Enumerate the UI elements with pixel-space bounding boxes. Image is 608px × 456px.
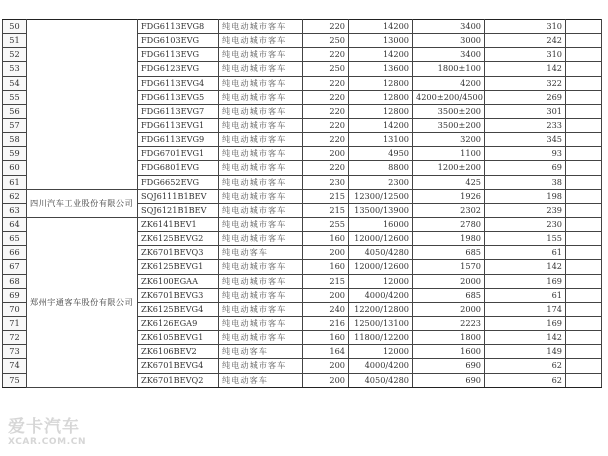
battery-cell: 685 <box>413 246 485 260</box>
row-number-cell: 68 <box>3 274 27 288</box>
speed-cell: 200 <box>303 288 349 302</box>
weight-cell: 13500/13900 <box>349 203 413 217</box>
weight-cell: 13600 <box>349 62 413 76</box>
model-cell: FDG6113EVG4 <box>138 76 219 90</box>
vehicle-type-cell: 纯电动城市客车 <box>219 302 303 316</box>
weight-cell: 14200 <box>349 20 413 34</box>
model-cell: ZK6100EGAA <box>138 274 219 288</box>
row-number-cell: 59 <box>3 147 27 161</box>
battery-cell: 690 <box>413 373 485 387</box>
blank-cell <box>566 34 602 48</box>
weight-cell: 12000 <box>349 345 413 359</box>
row-number-cell: 67 <box>3 260 27 274</box>
battery-cell: 3400 <box>413 20 485 34</box>
battery-cell: 4200 <box>413 76 485 90</box>
vehicle-type-cell: 纯电动城市客车 <box>219 217 303 231</box>
row-number-cell: 71 <box>3 316 27 330</box>
weight-cell: 4000/4200 <box>349 288 413 302</box>
speed-cell: 250 <box>303 62 349 76</box>
model-cell: FDG6801EVG <box>138 161 219 175</box>
vehicle-type-cell: 纯电动客车 <box>219 373 303 387</box>
weight-cell: 12800 <box>349 90 413 104</box>
xcar-watermark <box>8 418 86 447</box>
model-cell: FDG6113EVG8 <box>138 20 219 34</box>
model-cell: FDG6113EVG5 <box>138 90 219 104</box>
battery-cell: 2000 <box>413 274 485 288</box>
blank-cell <box>566 217 602 231</box>
watermark-logo-en: XCAR.COM.CN <box>8 437 87 447</box>
vehicle-type-cell: 纯电动城市客车 <box>219 147 303 161</box>
row-number-cell: 62 <box>3 189 27 203</box>
row-number-cell: 60 <box>3 161 27 175</box>
blank-cell <box>566 20 602 34</box>
energy-cell: 93 <box>485 147 566 161</box>
blank-cell <box>566 189 602 203</box>
model-cell: ZK6125BEVG2 <box>138 232 219 246</box>
blank-cell <box>566 133 602 147</box>
model-cell: FDG6701EVG1 <box>138 147 219 161</box>
vehicle-type-cell: 纯电动城市客车 <box>219 76 303 90</box>
battery-cell: 690 <box>413 359 485 373</box>
row-number-cell: 50 <box>3 20 27 34</box>
model-cell: ZK6701BEVQ2 <box>138 373 219 387</box>
energy-cell: 142 <box>485 260 566 274</box>
weight-cell: 14200 <box>349 118 413 132</box>
energy-cell: 61 <box>485 246 566 260</box>
speed-cell: 160 <box>303 260 349 274</box>
weight-cell: 16000 <box>349 217 413 231</box>
vehicle-type-cell: 纯电动城市客车 <box>219 359 303 373</box>
battery-cell: 425 <box>413 175 485 189</box>
blank-cell <box>566 48 602 62</box>
blank-cell <box>566 274 602 288</box>
speed-cell: 220 <box>303 161 349 175</box>
speed-cell: 230 <box>303 175 349 189</box>
speed-cell: 216 <box>303 316 349 330</box>
weight-cell: 2300 <box>349 175 413 189</box>
blank-cell <box>566 104 602 118</box>
energy-cell: 242 <box>485 34 566 48</box>
speed-cell: 200 <box>303 359 349 373</box>
weight-cell: 4000/4200 <box>349 359 413 373</box>
energy-cell: 169 <box>485 274 566 288</box>
energy-cell: 61 <box>485 288 566 302</box>
speed-cell: 220 <box>303 48 349 62</box>
vehicle-type-cell: 纯电动城市客车 <box>219 232 303 246</box>
speed-cell: 215 <box>303 189 349 203</box>
blank-cell <box>566 76 602 90</box>
energy-cell: 239 <box>485 203 566 217</box>
row-number-cell: 72 <box>3 331 27 345</box>
company-cell: 四川汽车工业股份有限公司 <box>27 189 138 217</box>
blank-cell <box>566 302 602 316</box>
blank-cell <box>566 203 602 217</box>
battery-cell: 1926 <box>413 189 485 203</box>
vehicle-type-cell: 纯电动城市客车 <box>219 175 303 189</box>
speed-cell: 220 <box>303 133 349 147</box>
battery-cell: 2000 <box>413 302 485 316</box>
blank-cell <box>566 175 602 189</box>
blank-cell <box>566 62 602 76</box>
battery-cell: 1100 <box>413 147 485 161</box>
speed-cell: 200 <box>303 147 349 161</box>
row-number-cell: 63 <box>3 203 27 217</box>
battery-cell: 1800 <box>413 331 485 345</box>
vehicle-type-cell: 纯电动城市客车 <box>219 34 303 48</box>
battery-cell: 3500±200 <box>413 104 485 118</box>
watermark-logo-cn: 爱卡汽车 <box>8 417 80 437</box>
vehicle-type-cell: 纯电动城市客车 <box>219 260 303 274</box>
row-number-cell: 57 <box>3 118 27 132</box>
battery-cell: 2302 <box>413 203 485 217</box>
speed-cell: 220 <box>303 76 349 90</box>
speed-cell: 200 <box>303 246 349 260</box>
weight-cell: 12000 <box>349 274 413 288</box>
blank-cell <box>566 90 602 104</box>
weight-cell: 12500/13100 <box>349 316 413 330</box>
speed-cell: 220 <box>303 104 349 118</box>
speed-cell: 215 <box>303 203 349 217</box>
weight-cell: 12800 <box>349 104 413 118</box>
vehicle-type-cell: 纯电动城市客车 <box>219 189 303 203</box>
model-cell: ZK6125BEVG4 <box>138 302 219 316</box>
company-cell: 郑州宇通客车股份有限公司 <box>27 217 138 387</box>
battery-cell: 3400 <box>413 48 485 62</box>
weight-cell: 4050/4280 <box>349 246 413 260</box>
blank-cell <box>566 232 602 246</box>
model-cell: FDG6113EVG9 <box>138 133 219 147</box>
model-cell: ZK6701BEVG4 <box>138 359 219 373</box>
vehicle-type-cell: 纯电动城市客车 <box>219 118 303 132</box>
row-number-cell: 69 <box>3 288 27 302</box>
energy-cell: 169 <box>485 316 566 330</box>
speed-cell: 160 <box>303 232 349 246</box>
energy-cell: 310 <box>485 20 566 34</box>
model-cell: ZK6701BEVQ3 <box>138 246 219 260</box>
vehicle-type-cell: 纯电动城市客车 <box>219 161 303 175</box>
row-number-cell: 64 <box>3 217 27 231</box>
row-number-cell: 61 <box>3 175 27 189</box>
energy-cell: 230 <box>485 217 566 231</box>
model-cell: FDG6113EVG1 <box>138 118 219 132</box>
row-number-cell: 65 <box>3 232 27 246</box>
vehicle-type-cell: 纯电动城市客车 <box>219 20 303 34</box>
vehicle-type-cell: 纯电动客车 <box>219 345 303 359</box>
speed-cell: 220 <box>303 90 349 104</box>
table-body <box>3 20 602 388</box>
vehicle-type-cell: 纯电动客车 <box>219 246 303 260</box>
energy-cell: 155 <box>485 232 566 246</box>
blank-cell <box>566 288 602 302</box>
vehicle-type-cell: 纯电动城市客车 <box>219 48 303 62</box>
battery-cell: 2223 <box>413 316 485 330</box>
model-cell: FDG6123EVG <box>138 62 219 76</box>
energy-cell: 62 <box>485 359 566 373</box>
vehicle-type-cell: 纯电动城市客车 <box>219 62 303 76</box>
battery-cell: 3500±200 <box>413 118 485 132</box>
model-cell: SQJ6111B1BEV <box>138 189 219 203</box>
blank-cell <box>566 147 602 161</box>
model-cell: ZK6126EGA9 <box>138 316 219 330</box>
energy-cell: 149 <box>485 345 566 359</box>
row-number-cell: 54 <box>3 76 27 90</box>
model-cell: FDG6103EVG <box>138 34 219 48</box>
row-number-cell: 66 <box>3 246 27 260</box>
weight-cell: 14200 <box>349 48 413 62</box>
energy-cell: 69 <box>485 161 566 175</box>
battery-cell: 4200±200/4500 <box>413 90 485 104</box>
energy-cell: 322 <box>485 76 566 90</box>
weight-cell: 12000/12600 <box>349 260 413 274</box>
energy-cell: 62 <box>485 373 566 387</box>
vehicle-type-cell: 纯电动城市客车 <box>219 288 303 302</box>
blank-cell <box>566 246 602 260</box>
weight-cell: 12200/12800 <box>349 302 413 316</box>
speed-cell: 200 <box>303 373 349 387</box>
vehicle-type-cell: 纯电动城市客车 <box>219 133 303 147</box>
row-number-cell: 56 <box>3 104 27 118</box>
model-cell: ZK6106BEV2 <box>138 345 219 359</box>
model-cell: ZK6125BEVG1 <box>138 260 219 274</box>
weight-cell: 13000 <box>349 34 413 48</box>
energy-cell: 174 <box>485 302 566 316</box>
energy-cell: 142 <box>485 62 566 76</box>
energy-cell: 301 <box>485 104 566 118</box>
blank-cell <box>566 118 602 132</box>
weight-cell: 13100 <box>349 133 413 147</box>
battery-cell: 1600 <box>413 345 485 359</box>
speed-cell: 255 <box>303 217 349 231</box>
model-cell: ZK6141BEV1 <box>138 217 219 231</box>
speed-cell: 250 <box>303 34 349 48</box>
vehicle-catalog-table <box>2 19 602 388</box>
energy-cell: 198 <box>485 189 566 203</box>
row-number-cell: 73 <box>3 345 27 359</box>
blank-cell <box>566 359 602 373</box>
speed-cell: 164 <box>303 345 349 359</box>
battery-cell: 685 <box>413 288 485 302</box>
speed-cell: 220 <box>303 118 349 132</box>
row-number-cell: 51 <box>3 34 27 48</box>
row-number-cell: 70 <box>3 302 27 316</box>
weight-cell: 12300/12500 <box>349 189 413 203</box>
weight-cell: 12000/12600 <box>349 232 413 246</box>
blank-cell <box>566 161 602 175</box>
company-cell <box>27 20 138 190</box>
blank-cell <box>566 345 602 359</box>
vehicle-type-cell: 纯电动城市客车 <box>219 104 303 118</box>
vehicle-type-cell: 纯电动城市客车 <box>219 316 303 330</box>
speed-cell: 215 <box>303 274 349 288</box>
row-number-cell: 58 <box>3 133 27 147</box>
vehicle-type-cell: 纯电动城市客车 <box>219 331 303 345</box>
vehicle-type-cell: 纯电动城市客车 <box>219 274 303 288</box>
weight-cell: 12800 <box>349 76 413 90</box>
weight-cell: 4050/4280 <box>349 373 413 387</box>
row-number-cell: 74 <box>3 359 27 373</box>
energy-cell: 269 <box>485 90 566 104</box>
energy-cell: 142 <box>485 331 566 345</box>
table-row <box>3 20 602 34</box>
table-row <box>3 217 602 231</box>
weight-cell: 8800 <box>349 161 413 175</box>
model-cell: SQJ6121B1BEV <box>138 203 219 217</box>
speed-cell: 160 <box>303 331 349 345</box>
energy-cell: 310 <box>485 48 566 62</box>
speed-cell: 220 <box>303 20 349 34</box>
vehicle-type-cell: 纯电动城市客车 <box>219 90 303 104</box>
model-cell: ZK6701BEVG3 <box>138 288 219 302</box>
vehicle-type-cell: 纯电动城市客车 <box>219 203 303 217</box>
row-number-cell: 55 <box>3 90 27 104</box>
model-cell: FDG6113EVG7 <box>138 104 219 118</box>
model-cell: FDG6113EVG <box>138 48 219 62</box>
energy-cell: 233 <box>485 118 566 132</box>
row-number-cell: 53 <box>3 62 27 76</box>
battery-cell: 2780 <box>413 217 485 231</box>
blank-cell <box>566 373 602 387</box>
row-number-cell: 52 <box>3 48 27 62</box>
energy-cell: 38 <box>485 175 566 189</box>
energy-cell: 345 <box>485 133 566 147</box>
battery-cell: 1200±200 <box>413 161 485 175</box>
blank-cell <box>566 260 602 274</box>
blank-cell <box>566 331 602 345</box>
battery-cell: 3000 <box>413 34 485 48</box>
battery-cell: 1980 <box>413 232 485 246</box>
battery-cell: 3200 <box>413 133 485 147</box>
model-cell: FDG6652EVG <box>138 175 219 189</box>
weight-cell: 4950 <box>349 147 413 161</box>
weight-cell: 11800/12200 <box>349 331 413 345</box>
speed-cell: 240 <box>303 302 349 316</box>
model-cell: ZK6105BEVG1 <box>138 331 219 345</box>
battery-cell: 1800±100 <box>413 62 485 76</box>
battery-cell: 1570 <box>413 260 485 274</box>
row-number-cell: 75 <box>3 373 27 387</box>
table-row <box>3 189 602 203</box>
blank-cell <box>566 316 602 330</box>
